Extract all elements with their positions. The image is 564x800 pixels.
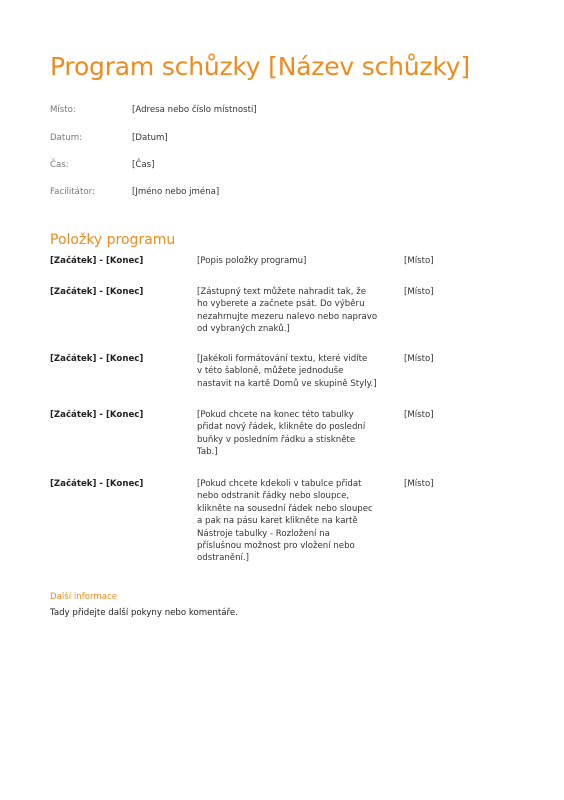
agenda-time[interactable]: [Začátek] - [Konec] [50,410,144,420]
more-info-heading[interactable]: Další informace [50,592,118,602]
agenda-description-line: v této šabloně, můžete jednoduše [197,366,344,377]
agenda-description-line: nebo odstranit řádky nebo sloupce, [197,491,350,502]
agenda-description-line: příslušnou možnost pro vložení nebo [197,541,355,552]
meta-label: Místo: [50,105,76,115]
more-info-text[interactable]: Tady přidejte další pokyny nebo komentáře. [50,608,238,618]
agenda-description-line: buňky v posledním řádku a stiskněte [197,434,356,445]
agenda-description[interactable] [197,286,397,336]
agenda-description-line: od vybraných znaků.] [197,324,290,335]
agenda-description-line: [Zástupný text můžete nahradit tak, že [197,287,366,297]
agenda-description[interactable] [197,255,397,267]
agenda-place[interactable]: [Místo] [404,479,434,489]
agenda-description-line: přidat nový řádek, klikněte do poslední [197,422,366,433]
agenda-time[interactable]: [Začátek] - [Konec] [50,287,144,297]
agenda-description-line: Tab.] [197,447,218,458]
agenda-description-line: [Pokud chcete na konec této tabulky [197,410,354,420]
agenda-description[interactable] [197,353,397,390]
agenda-description-line: [Popis položky programu] [197,256,307,266]
meta-value[interactable]: [Datum] [132,133,168,143]
agenda-description[interactable] [197,409,397,459]
meta-value[interactable]: [Čas] [132,160,155,170]
agenda-place[interactable]: [Místo] [404,256,434,266]
agenda-time[interactable]: [Začátek] - [Konec] [50,256,144,266]
agenda-place[interactable]: [Místo] [404,410,434,420]
agenda-description-line: Nástroje tabulky - Rozložení na [197,528,330,539]
agenda-description-line: nezahrnujte mezeru nalevo nebo napravo [197,311,378,322]
agenda-description-line: klikněte na sousední řádek nebo sloupec [197,503,373,514]
meta-label: Čas: [50,160,69,170]
meta-value[interactable]: [Adresa nebo číslo místnosti] [132,105,257,115]
meta-label: Datum: [50,133,82,143]
agenda-time[interactable]: [Začátek] - [Konec] [50,479,144,489]
meta-value[interactable]: [Jméno nebo jména] [132,187,220,197]
agenda-place[interactable]: [Místo] [404,354,434,364]
agenda-description-line: odstranění.] [197,553,250,564]
page-title[interactable]: Program schůzky [Název schůzky] [50,52,470,81]
agenda-place[interactable]: [Místo] [404,287,434,297]
agenda-description-line: nastavit na kartě Domů ve skupině Styly.] [197,378,377,389]
meta-label: Facilitátor: [50,187,95,197]
agenda-description-line: [Jakékoli formátování textu, které vidíte [197,354,368,364]
agenda-heading[interactable]: Položky programu [50,232,176,248]
agenda-time[interactable]: [Začátek] - [Konec] [50,354,144,364]
agenda-description-line: ho vyberete a začnete psát. Do výběru [197,299,365,310]
agenda-description-line: [Pokud chcete kdekoli v tabulce přidat [197,479,362,489]
agenda-description-line: a pak na pásu karet klikněte na kartě [197,516,358,527]
agenda-description[interactable] [197,478,397,565]
